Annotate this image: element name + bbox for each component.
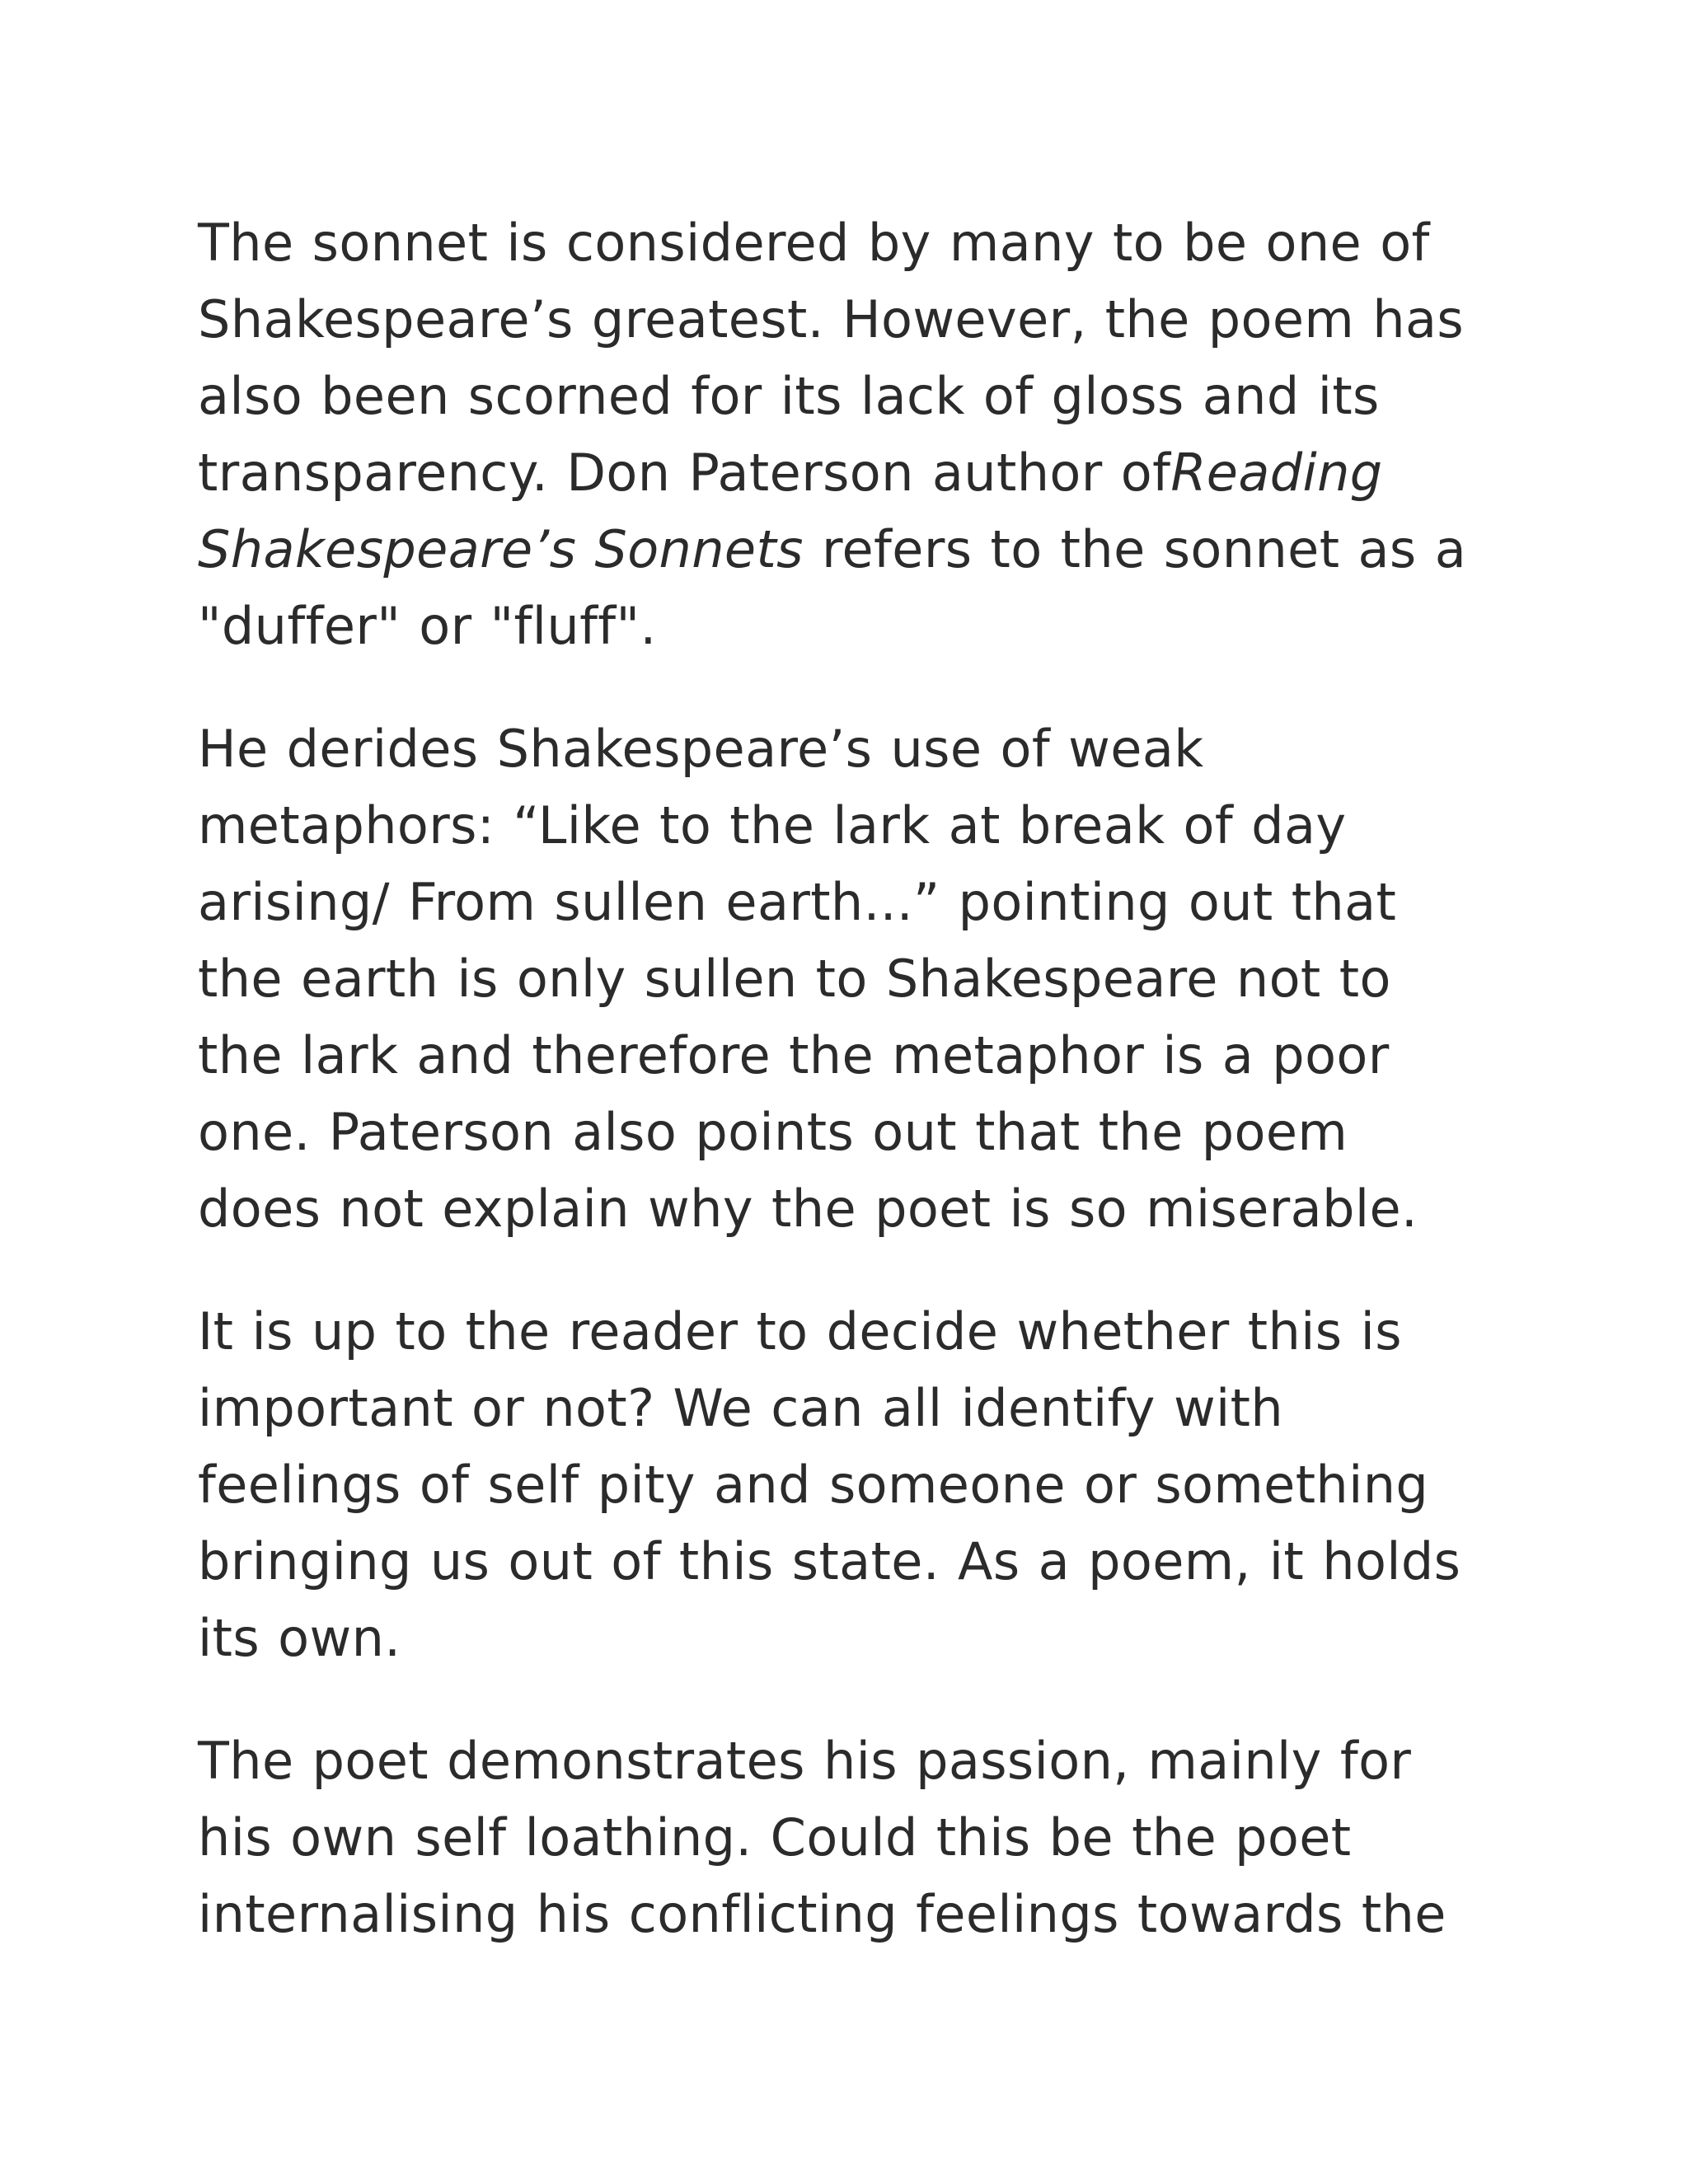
text-line: Shakespeare’s greatest. However, the poem has [198,289,1465,349]
book-title-part-2: Shakespeare’s Sonnets [198,519,804,579]
text-line: his own self loathing. Could this be the poet [198,1807,1352,1868]
text-line: The poet demonstrates his passion, mainly for [198,1731,1412,1791]
body-text [198,204,1508,1999]
text-line: feelings of self pity and someone or something [198,1455,1429,1515]
text-line: its own. [198,1608,401,1668]
text-line: important or not? We can all identify with [198,1378,1284,1438]
text-line: the earth is only sullen to Shakespeare not to [198,949,1391,1009]
text-line: He derides Shakespeare’s use of weak [198,719,1204,779]
book-title-part-1: Reading [1170,443,1383,503]
text-line: one. Paterson also points out that the poem [198,1102,1348,1162]
text-segment: refers to the sonnet as a [803,519,1467,579]
text-line: "duffer" or "fluff". [198,596,657,656]
text-line: arising/ From sullen earth...” pointing out that [198,872,1397,932]
text-line: also been scorned for its lack of gloss and its [198,366,1380,426]
text-line [198,434,1508,511]
paragraph-4 [198,1722,1508,1952]
text-line: the lark and therefore the metaphor is a poor [198,1025,1390,1085]
text-line: The sonnet is considered by many to be one of [198,213,1430,273]
text-line: does not explain why the poet is so miserable. [198,1179,1418,1239]
text-line [198,511,1508,588]
text-line: metaphors: “Like to the lark at break of day [198,795,1347,855]
paragraph-3 [198,1293,1508,1676]
paragraph-2 [198,710,1508,1247]
text-line: bringing us out of this state. As a poem, it holds [198,1531,1461,1591]
text-line: internalising his conflicting feelings towards the [198,1884,1447,1944]
paragraph-1 [198,204,1508,664]
text-segment: transparency. Don Paterson author of [198,443,1171,503]
text-line: It is up to the reader to decide whether this is [198,1301,1402,1361]
